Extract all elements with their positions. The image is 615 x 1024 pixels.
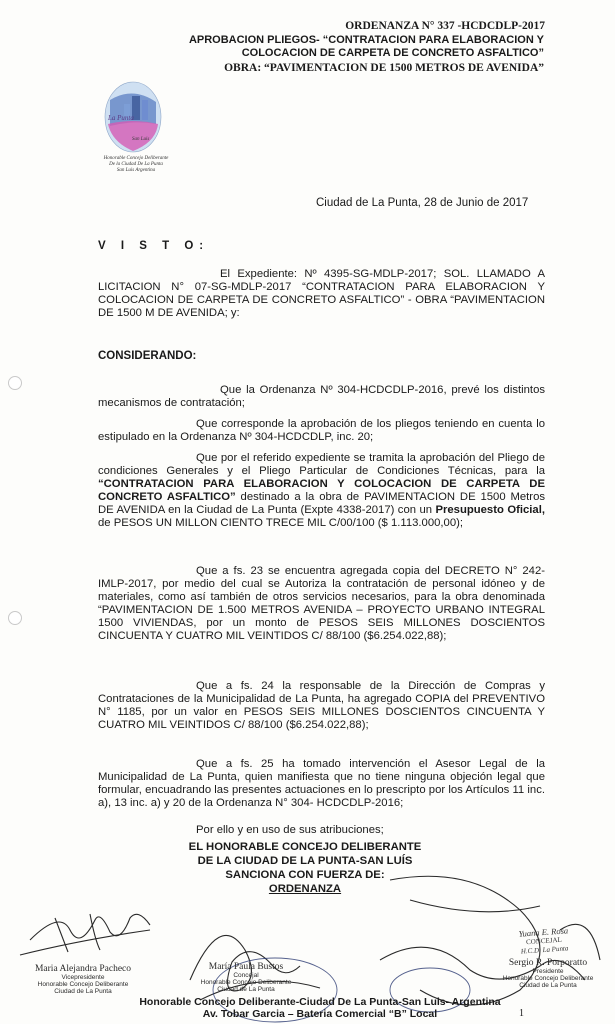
stamp-line: Yuana E. Rosa: [518, 925, 569, 939]
signatory-role: Honorable Concejo Deliberante: [37, 981, 129, 988]
punch-hole: [8, 376, 22, 390]
considerando-paragraph-3: [98, 452, 545, 529]
stamp-line: CONCEJAL: [525, 935, 563, 947]
logo-caption-line: San Luis Argentina: [116, 168, 156, 173]
considerando-paragraph-2: Que corresponde la aprobación de los pliegos teniendo en cuenta lo estipulado en la Ordenanza Nº 304-HCDCDLP, inc. 20;: [98, 418, 545, 443]
resolution-line: SANCIONA CON FUERZA DE:: [225, 869, 385, 881]
stamp-line: H.C.D. La Punta: [520, 944, 569, 956]
header-obra: OBRA: “PAVIMENTACION DE 1500 METROS DE AVENIDA”: [224, 62, 544, 74]
signature-block-president: [488, 958, 608, 989]
signatory-name: Maria Alejandra Pacheco: [34, 964, 131, 974]
p3-text: de PESOS UN MILLON CIENTO TRECE MIL C/00/100 ($ 1.113.000,00);: [98, 516, 464, 529]
visto-heading: V I S T O:: [98, 240, 210, 252]
council-logo: [102, 80, 164, 154]
considerando-heading: CONSIDERANDO:: [98, 350, 197, 362]
logo-caption: [96, 156, 176, 174]
resolution-line: DE LA CIUDAD DE LA PUNTA-SAN LUÍS: [197, 855, 413, 867]
signatory-name: Sergio R. Porporatto: [508, 958, 588, 968]
considerando-paragraph-5: Que a fs. 24 la responsable de la Dirección de Compras y Contrataciones de la Municipalidad de La Punta, ha agregado COPIA del PREVENTIVO N° 1185, por un valor en PESOS SEIS MILLONES DOSCIENTOS CINCUENTA Y CUATRO MIL VEINTIDOS C/ 88/100 ($6.254.022,88);: [98, 680, 545, 731]
concejal-stamp: [511, 926, 577, 957]
considerando-paragraph-1: Que la Ordenanza Nº 304-HCDCDLP-2016, prevé los distintos mecanismos de contratación;: [98, 384, 545, 409]
ordinance-number: ORDENANZA N° 337 -HCDCDLP-2017: [345, 20, 545, 32]
signatory-role: Ciudad de La Punta: [54, 988, 112, 995]
p3-budget-label: Presupuesto Oficial,: [435, 503, 545, 516]
signatory-name: María Paula Bustos: [208, 962, 284, 972]
svg-text:La Punta: La Punta: [108, 114, 134, 122]
signatory-role: Honorable Concejo Deliberante: [502, 975, 594, 982]
header-subject-1: APROBACION PLIEGOS- “CONTRATACION PARA ELABORACION Y: [188, 34, 544, 46]
signatory-role: Vicepresidente: [61, 974, 105, 981]
logo-caption-line: De la Ciudad De La Punta: [109, 162, 163, 167]
punch-hole: [8, 611, 22, 625]
logo-caption-line: Honorable Concejo Deliberante: [103, 156, 169, 161]
considerando-paragraph-4: Que a fs. 23 se encuentra agregada copia del DECRETO N° 242-IMLP-2017, por medio del cual se Autoriza la contratación de personal idóneo y de materiales, como así también de otros servicios necesarios, para la obra denominada “PAVIMENTACION DE 1.500 METROS AVENIDA – PROYECTO URBANO INTEGRAL 1500 VIVIENDAS, por un monto de PESOS SEIS MILLONES DOSCIENTOS CINCUENTA Y CUATRO MIL VEINTIDOS C/ 88/100 ($6.254.022,88);: [98, 565, 545, 642]
svg-text:San Luis: San Luis: [132, 137, 150, 142]
visto-text: El Expediente: Nº 4395-SG-MDLP-2017; SOL. LLAMADO A LICITACION N° 07-SG-MDLP-2017 “CONTRATACION PARA ELABORACION Y COLOCACION DE CARPETA DE CONCRETO ASFALTICO” - OBRA “PAVIMENTACION DE 1500 M DE AVENIDA; y:: [98, 268, 545, 319]
p3-text: destinado a la obra de PAVIMENTACION DE 1500 Metros DE AVENIDA en la Ciudad de La Punta (Expte 4338-2017) con un: [98, 490, 545, 516]
signatory-role: Concejal: [233, 972, 259, 979]
footer-institution: Honorable Concejo Deliberante-Ciudad De La Punta-San Luis- Argentina: [139, 996, 501, 1008]
considerando-paragraph-7: Por ello y en uso de sus atribuciones;: [196, 824, 384, 836]
p3-text: Que por el referido expediente se tramita la aprobación del Pliego de condiciones Generales y el Pliego Particular de Condiciones Técnicas, para la: [98, 452, 545, 477]
signature-block-vicepresident: [18, 964, 148, 995]
resolution-line: EL HONORABLE CONCEJO DELIBERANTE: [188, 841, 422, 853]
footer-address: Av. Tobar Garcia – Bateria Comercial “B” Local: [202, 1008, 438, 1020]
signatory-role: Ciudad de La Punta: [217, 986, 275, 993]
signatory-role: Presidente: [532, 968, 564, 975]
p3-project-name: “CONTRATACION PARA ELABORACION Y COLOCACION DE CARPETA DE CONCRETO ASFALTICO”: [98, 477, 545, 503]
page-number: 1: [519, 1008, 524, 1019]
document-date: Ciudad de La Punta, 28 de Junio de 2017: [316, 197, 529, 209]
header-subject-2: COLOCACION DE CARPETA DE CONCRETO ASFALTICO”: [241, 47, 544, 59]
resolution-title: ORDENANZA: [268, 883, 342, 895]
page-footer: [120, 996, 520, 1020]
signatory-role: Ciudad de La Punta: [519, 982, 577, 989]
signatory-role: Honorable Concejo Deliberante: [200, 979, 292, 986]
considerando-paragraph-6: Que a fs. 25 ha tomado intervención el Asesor Legal de la Municipalidad de La Punta, quien manifiesta que no tiene ninguna objeción legal que formular, encuadrando las presentes actuaciones en lo prescripto por los Artículos 11 inc. a), 13 inc. a) y 20 de la Ordenanza N° 304- HCDCDLP-2016;: [98, 758, 545, 809]
signature-block-concejal: [186, 962, 306, 993]
